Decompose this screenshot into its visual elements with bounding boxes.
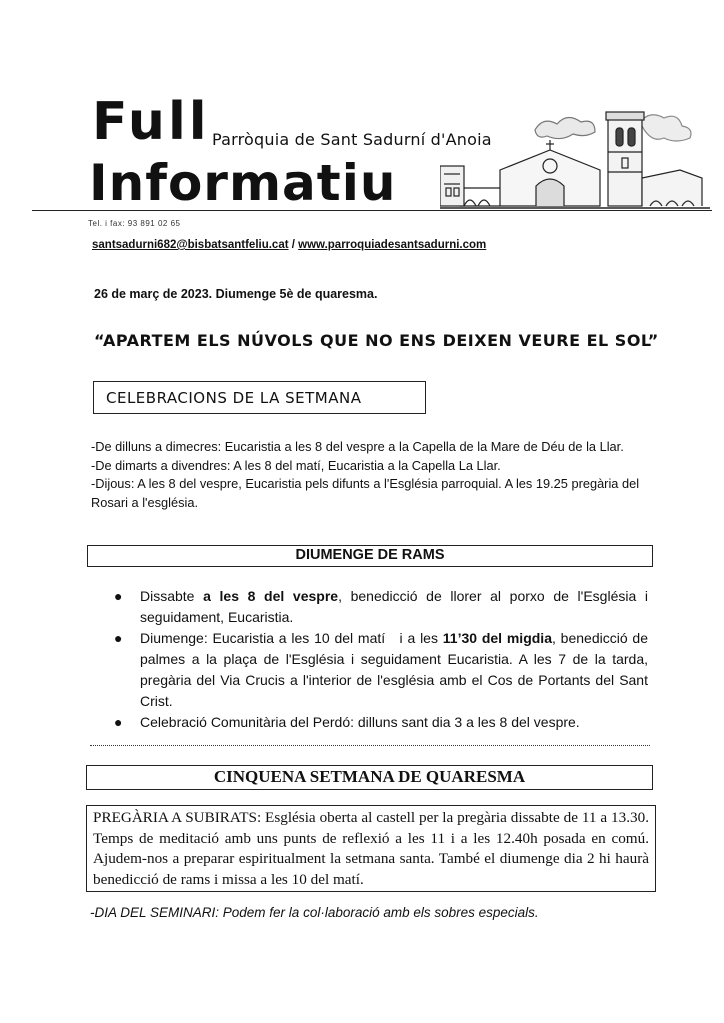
bullet-icon: ● <box>114 714 123 730</box>
motto-heading: “APARTEM ELS NÚVOLS QUE NO ENS DEIXEN VEURE EL SOL” <box>94 331 659 350</box>
header-rule <box>32 210 712 211</box>
email-link[interactable]: santsadurni682@bisbatsantfeliu.cat <box>92 239 289 251</box>
title-full: Full <box>92 92 210 152</box>
list-item: ● Celebració Comunitària del Perdó: dilluns sant dia 3 a les 8 del vespre. <box>110 712 648 733</box>
dotted-divider <box>90 745 650 746</box>
title-informatiu: Informatiu <box>89 154 397 212</box>
list-item: ● Dissabte a les 8 del vespre, benedicció de llorer al porxo de l'Església i seguidament, Eucaristia. <box>114 588 649 625</box>
subirats-box: PREGÀRIA A SUBIRATS: Església oberta al castell per la pregària dissabte de 11 a 13.30. Temps de meditació amb uns punts de reflexió a les 11 i a les 12.40h posada en comú. Ajudem-nos a preparar espiritualment la setmana santa. També el diumenge dia 2 hi haurà benedicció de rams i missa a les 10 del matí. <box>86 805 656 892</box>
celebration-line: -De dimarts a divendres: A les 8 del matí, Eucaristia a la Capella La Llar. <box>91 457 501 473</box>
celebrations-list <box>91 438 671 512</box>
church-illustration <box>440 100 710 218</box>
seminari-note: -DIA DEL SEMINARI: Podem fer la col·laboració amb els sobres especials. <box>90 905 539 920</box>
celebrations-heading: CELEBRACIONS DE LA SETMANA <box>93 381 426 414</box>
phone-fax: Tel. i fax: 93 891 02 65 <box>88 219 181 228</box>
bullet-icon: ● <box>114 630 123 646</box>
bullet-icon: ● <box>114 588 123 604</box>
contact-separator: / <box>291 239 295 251</box>
list-item: ● Diumenge: Eucaristia a les 10 del matí i a les 11’30 del migdia, benedicció de palmes a la plaça de l'Església i seguidament Eucaristia. A les 7 de la tarda, pregària del Via Crucis a l'interior de l'església amb el Cos de Portants del Sant Crist. <box>114 630 648 709</box>
quaresma-heading: CINQUENA SETMANA DE QUARESMA <box>86 765 653 790</box>
celebration-line: -Dijous: A les 8 del vespre, Eucaristia pels difunts a l'Església parroquial. A les 19.25 pregària del Rosari a l'església. <box>91 476 640 510</box>
celebration-line: -De dilluns a dimecres: Eucaristia a les 8 del vespre a la Capella de la Mare de Déu de la Llar. <box>91 439 624 454</box>
contact-line <box>92 239 486 251</box>
rams-list <box>110 586 648 733</box>
website-link[interactable]: www.parroquiadesantsadurni.com <box>298 239 487 251</box>
date-line: 26 de març de 2023. Diumenge 5è de quaresma. <box>94 287 378 301</box>
parish-name: Parròquia de Sant Sadurní d'Anoia <box>212 130 492 149</box>
rams-heading: DIUMENGE DE RAMS <box>87 545 653 567</box>
